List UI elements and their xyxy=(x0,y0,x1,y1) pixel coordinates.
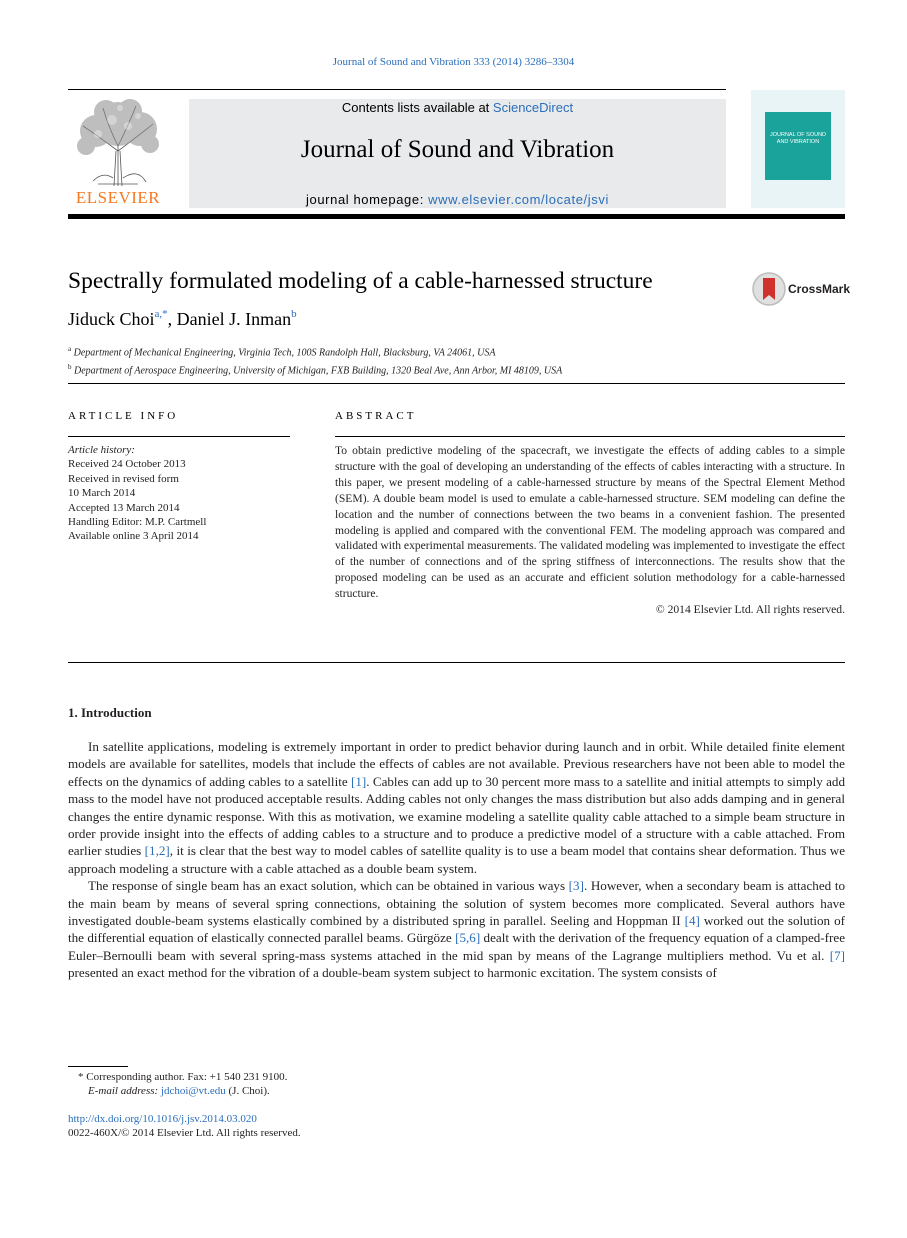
affil-marker: a xyxy=(68,345,72,353)
contents-prefix: Contents lists available at xyxy=(341,100,493,115)
paragraph xyxy=(68,877,845,981)
text-run: . Cables can add up to 30 percent more mass to a satellite and initial attempts to simply add mass to the model have not produced acceptable results. Adding cables not only changes the mass distribution but also adds damping and in general changes the entire dynamic response. With this as motivation, we examine modeling a satellite quality cable attached to a simple beam structure in order provide insight into the effects of adding cables to a structure and to produce a predictive model of a structure with a cable attached. From earlier studies xyxy=(68,773,846,859)
email-label: E-mail address: xyxy=(88,1085,159,1097)
citation-link[interactable]: [1] xyxy=(350,773,367,789)
journal-cover-image[interactable] xyxy=(751,90,845,208)
citation-bracket: [ xyxy=(144,843,150,859)
email-link[interactable]: jdchoi@vt.edu xyxy=(160,1085,226,1097)
masthead-top-rule xyxy=(68,89,726,90)
citation-link[interactable]: 1 xyxy=(149,843,156,859)
elsevier-logo[interactable] xyxy=(68,96,168,208)
citation-link[interactable]: 6 xyxy=(469,930,476,946)
abstract-heading: ABSTRACT xyxy=(335,410,417,422)
doi-link[interactable]: http://dx.doi.org/10.1016/j.jsv.2014.03.020 xyxy=(68,1113,257,1125)
text-run: The response of single beam has an exact solution, which can be obtained in various ways xyxy=(88,878,569,894)
history-item: Received in revised form xyxy=(68,472,179,485)
history-item: Available online 3 April 2014 xyxy=(68,530,199,543)
email-note xyxy=(68,1084,287,1098)
homepage-line xyxy=(189,192,726,207)
abstract-rule xyxy=(335,436,845,437)
author-name[interactable]: Jiduck Choi xyxy=(68,309,155,329)
text-run: dealt with the derivation of the frequency equation of a clamped-free Euler–Bernoulli beam with several spring-mass systems attached in the mid span by means of the Lagrange multipliers method. Vu et al. xyxy=(68,930,846,963)
author-name[interactable]: Daniel J. Inman xyxy=(176,309,292,329)
citation-bracket: [ xyxy=(455,930,460,946)
text-run: . However, when a secondary beam is attached to the main beam by means of several spring connections, obtaining the solution of system becomes more complicated. Several authors have investigated double-beam systems elastically combined by a distributed spring in parallel. Seeling and Hoppman II xyxy=(68,878,846,929)
affil-text: Department of Mechanical Engineering, Virginia Tech, 100S Randolph Hall, Blacksburg, VA 24061, USA xyxy=(71,347,496,359)
section-heading-introduction: 1. Introduction xyxy=(68,705,152,720)
footnotes xyxy=(68,1070,287,1098)
affiliations xyxy=(68,342,562,379)
citation-separator: , xyxy=(466,930,470,946)
history-item: 10 March 2014 xyxy=(68,487,136,500)
text-run: presented an exact method for the vibration of a double-beam system subject to harmonic excitation. The system consists of xyxy=(68,965,717,981)
article-info-heading: ARTICLE INFO xyxy=(68,410,179,422)
doi-block xyxy=(68,1112,301,1140)
elsevier-wordmark: ELSEVIER xyxy=(75,188,161,207)
affiliation-a xyxy=(68,342,562,360)
introduction-body xyxy=(68,738,845,982)
cover-title: JOURNAL OF SOUND AND VIBRATION xyxy=(769,132,827,145)
email-suffix: (J. Choi). xyxy=(225,1085,270,1097)
citation-bracket: ] xyxy=(165,843,170,859)
citation-link[interactable]: 5 xyxy=(459,930,466,946)
text-run: worked out the solution of the differential equation of elastically connected parallel beams. Gürgöze xyxy=(68,913,845,946)
author-separator: , xyxy=(167,309,177,329)
journal-homepage-link[interactable]: www.elsevier.com/locate/jsvi xyxy=(428,192,609,207)
author-affil-marker[interactable]: a, xyxy=(154,308,163,320)
abstract-divider xyxy=(68,662,845,663)
journal-title: Journal of Sound and Vibration xyxy=(300,136,615,163)
masthead-box xyxy=(189,99,726,208)
article-history xyxy=(68,443,206,544)
abstract xyxy=(335,443,845,618)
citation-link[interactable]: [4] xyxy=(684,913,700,929)
footnote-rule xyxy=(68,1066,128,1067)
citation-bracket: ] xyxy=(475,930,481,946)
text-run: , it is clear that the best way to model cables of satellite quality is to use a beam model that contains shear deformation. Thus we approach modeling a structure with a cable attached as a double beam system. xyxy=(68,843,846,876)
authors xyxy=(68,308,297,330)
elsevier-tree-icon xyxy=(68,96,168,188)
issn-line: 0022-460X/© 2014 Elsevier Ltd. All rights reserved. xyxy=(68,1127,301,1139)
affiliation-b xyxy=(68,360,562,378)
affil-marker: b xyxy=(68,363,72,372)
history-item: Received 24 October 2013 xyxy=(68,458,186,471)
masthead-bottom-rule xyxy=(68,214,845,219)
citation-link[interactable]: [3] xyxy=(568,878,584,894)
history-item: Accepted 13 March 2014 xyxy=(68,501,180,514)
contents-line xyxy=(189,100,726,115)
paper-title: Spectrally formulated modeling of a cable-harnessed structure xyxy=(68,268,653,294)
history-label: Article history: xyxy=(68,444,135,456)
history-item: Handling Editor: M.P. Cartmell xyxy=(68,516,207,529)
abstract-text: To obtain predictive modeling of the spacecraft, we investigate the effects of adding cables to a simple structure with the goal of developing an understanding of the effects of cables interacting with a structure. In this paper, we present modeling of a cable-harnessed structure by means of the Spectral Element Method (SEM). A double beam model is used to emulate a cable-harnessed structure. SEM modeling can define the location and the number of connections between the two beams in a convenient fashion. The presented modeling is applied and compared with the conventional FEM. The modeling approach was compared and validated with experimental measurements. The validated modeling was implemented to investigate the effect of the number of connections and of the spring stiffness of interconnections. The results show that the proposed modeling can be used as an accurate and efficient solution methodology for a cable-harnessed structure. xyxy=(335,444,845,601)
citation-link[interactable]: 2 xyxy=(158,843,166,859)
crossmark-label: CrossMark xyxy=(788,282,851,296)
homepage-prefix: journal homepage: xyxy=(306,192,429,207)
cover-panel xyxy=(765,112,831,180)
title-divider xyxy=(68,383,845,384)
article-info-rule xyxy=(68,436,290,437)
journal-reference-link[interactable]: Journal of Sound and Vibration 333 (2014) 3286–3304 xyxy=(332,56,575,68)
citation-link[interactable]: [7] xyxy=(829,947,845,963)
citation-separator: , xyxy=(155,843,159,859)
corresponding-author-note: * Corresponding author. Fax: +1 540 231 9100. xyxy=(78,1071,288,1083)
text-run: In satellite applications, modeling is extremely important in order to predict behavior during launch and in orbit. While detailed finite element models are available for satellites, models that include the effects of cables are not available. Previous researchers have not been able to model the effects on the dynamics of adding cables to a satellite xyxy=(68,739,845,789)
corresponding-marker[interactable]: * xyxy=(162,308,168,320)
abstract-copyright: © 2014 Elsevier Ltd. All rights reserved. xyxy=(655,603,845,617)
affil-text: Department of Aerospace Engineering, University of Michigan, FXB Building, 1320 Beal Ave, Ann Arbor, MI 48109, USA xyxy=(71,365,563,377)
crossmark-icon xyxy=(752,270,786,308)
author-affil-marker[interactable]: b xyxy=(291,308,297,320)
paragraph xyxy=(68,738,845,877)
sciencedirect-link[interactable]: ScienceDirect xyxy=(492,100,574,115)
crossmark-badge[interactable] xyxy=(752,270,851,310)
